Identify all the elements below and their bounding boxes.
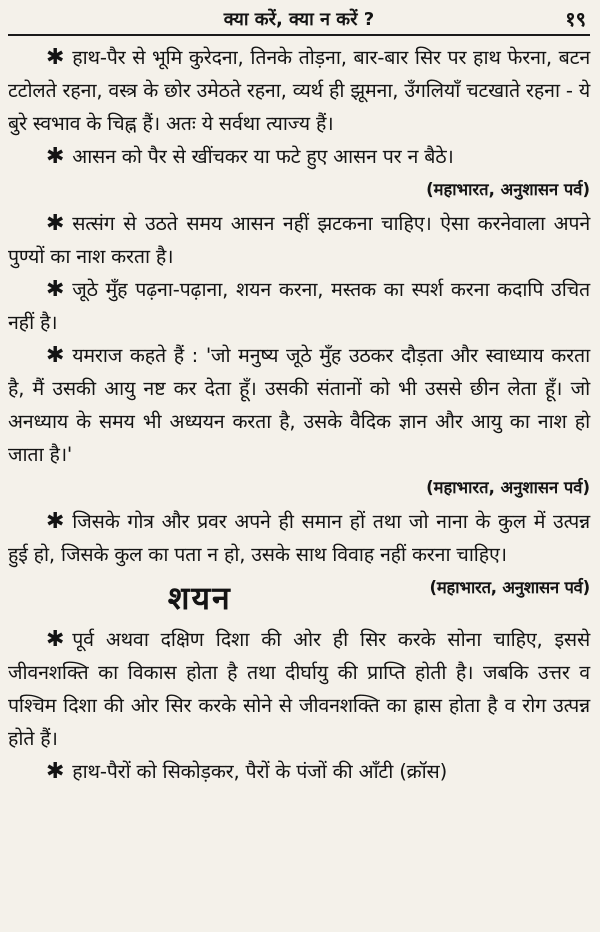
asterisk-bullet-icon: ✱: [46, 343, 65, 368]
source-citation: (महाभारत, अनुशासन पर्व): [429, 578, 590, 597]
asterisk-bullet-icon: ✱: [46, 144, 65, 169]
paragraph-text: पूर्व अथवा दक्षिण दिशा की ओर ही सिर करके सोना चाहिए, इससे जीवनशक्ति का विकास होता है तथा दीर्घायु की प्राप्ति होती है। जबकि उत्तर व पश्चिम दिशा की ओर सिर करके सोने से जीवनशक्ति का ह्रास होता है व रोग उत्पन्न होते हैं।: [8, 628, 590, 750]
page-header: [8, 0, 590, 36]
paragraph-text: आसन को पैर से खींचकर या फटे हुए आसन पर न बैठे।: [72, 145, 454, 168]
running-title: क्या करें, क्या न करें ?: [223, 9, 375, 30]
paragraph: [8, 207, 590, 273]
source-citation: (महाभारत, अनुशासन पर्व): [426, 180, 590, 199]
paragraph-text: जूठे मुँह पढ़ना-पढ़ाना, शयन करना, मस्तक का स्पर्श करना कदापि उचित नहीं है।: [8, 278, 590, 334]
paragraph: [8, 140, 590, 173]
paragraph: [8, 505, 590, 597]
paragraph: [8, 273, 590, 339]
section-heading: शयन: [167, 579, 232, 617]
paragraph: [8, 755, 590, 788]
paragraph-text: सत्संग से उठते समय आसन नहीं झटकना चाहिए। ऐसा करनेवाला अपने पुण्यों का नाश करता है।: [8, 212, 590, 268]
page-number: १९: [565, 7, 586, 31]
paragraph: [8, 339, 590, 471]
paragraph-text: हाथ-पैर से भूमि कुरेदना, तिनके तोड़ना, बार-बार सिर पर हाथ फेरना, बटन टटोलते रहना, वस्त्र के छोर उमेठते रहना, व्यर्थ ही झूमना, उँगलियाँ चटखाते रहना - ये बुरे स्वभाव के चिह्न हैं। अतः ये सर्वथा त्याज्य हैं।: [8, 46, 590, 135]
paragraph: [8, 41, 590, 140]
asterisk-bullet-icon: ✱: [46, 759, 65, 784]
asterisk-bullet-icon: ✱: [46, 45, 65, 70]
paragraph-text: यमराज कहते हैं : 'जो मनुष्य जूठे मुँह उठकर दौड़ता और स्वाध्याय करता है, मैं उसकी आयु नष्ट कर देता हूँ। उसकी संतानों को भी उससे छीन लेता हूँ। जो अनध्याय के समय भी अध्ययन करता है, उसके वैदिक ज्ञान और आयु का नाश हो जाता है।': [8, 344, 590, 466]
paragraph-text: हाथ-पैरों को सिकोड़कर, पैरों के पंजों की आँटी (क्रॉस): [72, 760, 448, 783]
asterisk-bullet-icon: ✱: [46, 211, 65, 236]
asterisk-bullet-icon: ✱: [46, 627, 65, 652]
page-body: [8, 36, 590, 788]
paragraph: [8, 623, 590, 755]
asterisk-bullet-icon: ✱: [46, 277, 65, 302]
paragraph-text: जिसके गोत्र और प्रवर अपने ही समान हों तथा जो नाना के कुल में उत्पन्न हुई हो, जिसके कुल का पता न हो, उसके साथ विवाह नहीं करना चाहिए।: [8, 510, 590, 566]
asterisk-bullet-icon: ✱: [46, 509, 65, 534]
source-citation: (महाभारत, अनुशासन पर्व): [426, 478, 590, 497]
